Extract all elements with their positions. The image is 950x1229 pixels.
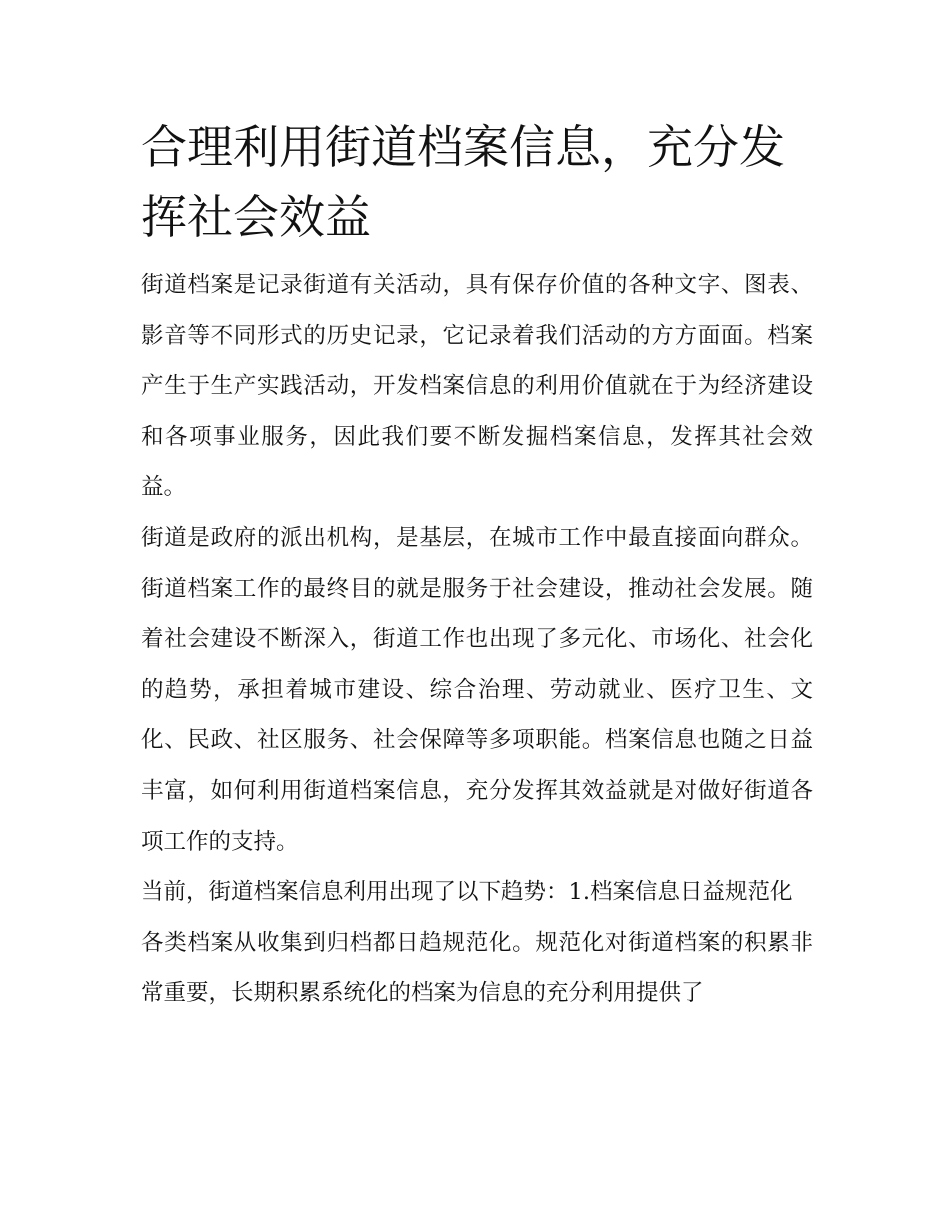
paragraph-intro: 街道档案是记录街道有关活动，具有保存价值的各种文字、图表、影音等不同形式的历史记录，它记录着我们活动的方方面面。档案产生于生产实践活动，开发档案信息的利用价值就在于为经济建设和各项事业服务，因此我们要不断发掘档案信息，发挥其社会效益。	[141, 272, 813, 501]
paragraph-trends: 当前，街道档案信息利用出现了以下趋势：1.档案信息日益规范化	[141, 879, 793, 906]
paragraph-street-role: 街道是政府的派出机构，是基层，在城市工作中最直接面向群众。街道档案工作的最终目的就是服务于社会建设，推动社会发展。随着社会建设不断深入，街道工作也出现了多元化、市场化、社会化的趋势，承担着城市建设、综合治理、劳动就业、医疗卫生、文化、民政、社区服务、社会保障等多项职能。档案信息也随之日益丰富，如何利用街道档案信息，充分发挥其效益就是对做好街道各项工作的支持。	[141, 524, 813, 855]
paragraph-standardization: 各类档案从收集到归档都日趋规范化。规范化对街道档案的积累非常重要，长期积累系统化的档案为信息的充分利用提供了	[141, 929, 813, 1007]
document-body	[141, 112, 813, 1019]
document-title: 合理利用街道档案信息，充分发挥社会效益	[141, 120, 785, 244]
